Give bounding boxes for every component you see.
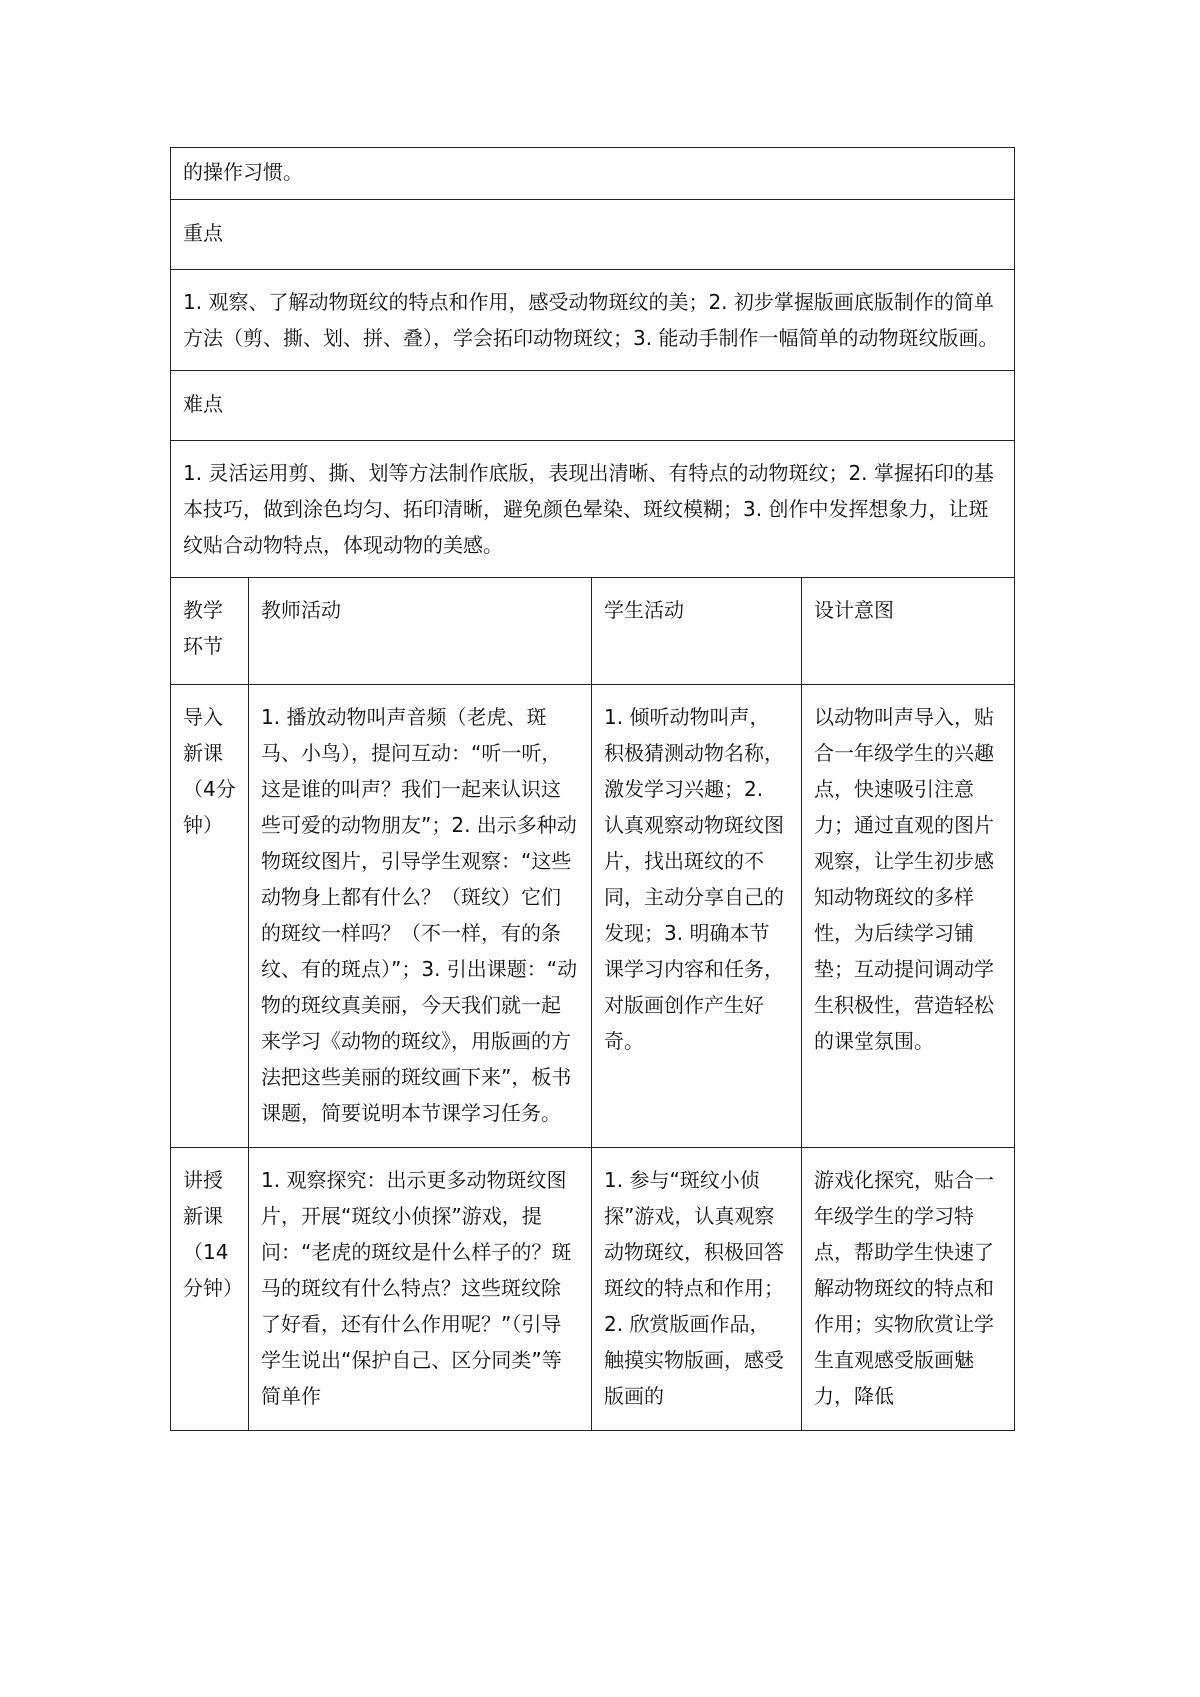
teacher-activity: 1. 观察探究：出示更多动物斑纹图片，开展“斑纹小侦探”游戏，提问：“老虎的斑纹是什么样子的？斑马的斑纹有什么特点？这些斑纹除了好看，还有什么作用呢？”（引导学生说出“保护自己、区分同类”等简单作: [249, 1148, 592, 1431]
header-stage: 教学环节: [171, 578, 249, 685]
table-row: [171, 685, 1015, 1148]
stage-name: 导入新课（4分钟）: [171, 685, 249, 1148]
header-design-intent: 设计意图: [802, 578, 1015, 685]
table-row: [171, 1148, 1015, 1431]
difficulty-row: [171, 441, 1015, 578]
habit-text: 的操作习惯。: [171, 148, 1015, 200]
lesson-plan-page: [170, 147, 1014, 1431]
difficulty-label-row: [171, 371, 1015, 441]
design-intent: 以动物叫声导入，贴合一年级学生的兴趣点，快速吸引注意力；通过直观的图片观察，让学生初步感知动物斑纹的多样性，为后续学习铺垫；互动提问调动学生积极性，营造轻松的课堂氛围。: [802, 685, 1015, 1148]
student-activity: 1. 倾听动物叫声，积极猜测动物名称，激发学习兴趣；2. 认真观察动物斑纹图片，找出斑纹的不同，主动分享自己的发现；3. 明确本节课学习内容和任务，对版画创作产生好奇。: [592, 685, 802, 1148]
header-student-activity: 学生活动: [592, 578, 802, 685]
stage-name: 讲授新课（14分钟）: [171, 1148, 249, 1431]
key-points-label: 重点: [171, 200, 1015, 270]
difficulty-label: 难点: [171, 371, 1015, 441]
key-points-text: 1. 观察、了解动物斑纹的特点和作用，感受动物斑纹的美；2. 初步掌握版画底版制作的简单方法（剪、撕、划、拼、叠），学会拓印动物斑纹；3. 能动手制作一幅简单的动物斑纹版画。: [171, 270, 1015, 371]
key-points-row: [171, 270, 1015, 371]
teacher-activity: 1. 播放动物叫声音频（老虎、斑马、小鸟），提问互动：“听一听，这是谁的叫声？我们一起来认识这些可爱的动物朋友”；2. 出示多种动物斑纹图片，引导学生观察：“这些动物身上都有什么？（斑纹）它们的斑纹一样吗？（不一样，有的条纹、有的斑点）”；3. 引出课题：“动物的斑纹真美丽，今天我们就一起来学习《动物的斑纹》，用版画的方法把这些美丽的斑纹画下来”，板书课题，简要说明本节课学习任务。: [249, 685, 592, 1148]
difficulty-text: 1. 灵活运用剪、撕、划等方法制作底版，表现出清晰、有特点的动物斑纹；2. 掌握拓印的基本技巧，做到涂色均匀、拓印清晰，避免颜色晕染、斑纹模糊；3. 创作中发挥想象力，让斑纹贴合动物特点，体现动物的美感。: [171, 441, 1015, 578]
design-intent: 游戏化探究，贴合一年级学生的学习特点，帮助学生快速了解动物斑纹的特点和作用；实物欣赏让学生直观感受版画魅力，降低: [802, 1148, 1015, 1431]
habit-row: [171, 148, 1015, 200]
table-header-row: [171, 578, 1015, 685]
lesson-plan-table: [170, 147, 1015, 1431]
header-teacher-activity: 教师活动: [249, 578, 592, 685]
key-points-label-row: [171, 200, 1015, 270]
student-activity: 1. 参与“斑纹小侦探”游戏，认真观察动物斑纹，积极回答斑纹的特点和作用；2. 欣赏版画作品，触摸实物版画，感受版画的: [592, 1148, 802, 1431]
